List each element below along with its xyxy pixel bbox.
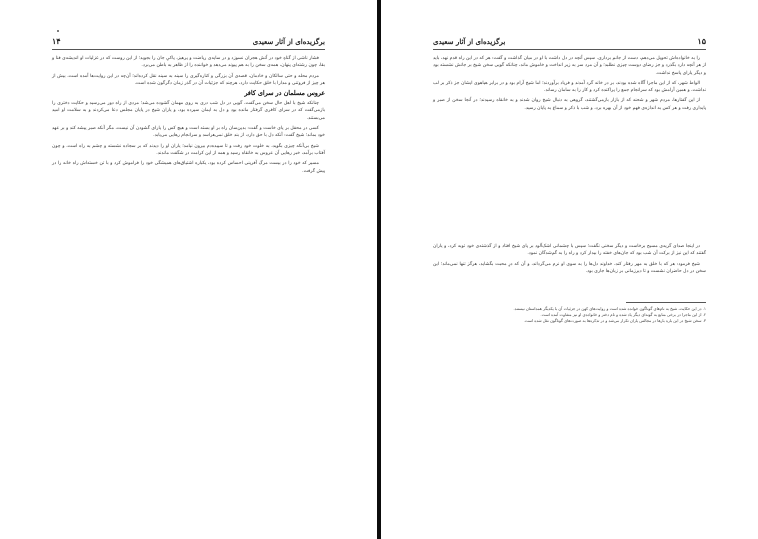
paragraph: الواط شهر، که از این ماجرا آگاه شده بودند، بر در خانه گرد آمدند و فریاد برآوردند؛ اما شیخ آرام بود و در برابر هیاهوی ایشان جز ذکر بر لب نداشت، و همین آرامش بود که سرانجام جمع را پراکنده کرد و کار را به سامان رساند. [433,80,706,94]
paragraph: چنانکه شیخ با اهل حال سخن می‌گفت، گویی در دل شب دری به روی مهمان گشوده می‌شد؛ مردی از راه دور می‌رسید و حکایت دختری را بازمی‌گفت که در سرای کافری گرفتار مانده بود و دل به ایمان سپرده بود، و یاران شیخ در پایان مجلس دعا می‌کردند و به سلامت او امید می‌بستند. [52,101,325,121]
footnotes [433,306,706,325]
footnote: ۲. از این ماجرا در برخی منابع به گونه‌ای دیگر یاد شده و نام دختر و خانواده‌ی او نیز متفاوت آمده است. [540,312,706,318]
paragraph: فشار ناشی از گناهِ خود در آتش هجران نسوزد و در سایه‌ی ریاضت و پرهیز، پاکیِ جان را بجوید؛ از این روست که در غزلیات او اندیشه‌ی فنا و بقا، چون رشته‌ای پنهان، همه‌ی سخن را به هم پیوند می‌دهد و خواننده را از ظاهر به باطن می‌برد. [52,56,325,69]
page-number: ۱۴ [52,36,61,46]
paragraph: مسیر که خود را در بیست مرگ آفرینی احساس کرده بود، یکباره اشتیاق‌های همیشگی خود را فراموش کرد و با تن خسته‌اش راه خانه را در پیش گرفت. [52,161,325,174]
footnote-separator [626,302,706,303]
footnote: ۱. در این حکایت، شیخ به نام‌های گوناگون خوانده شده است و روایت‌های کهن در جزئیات آن با یکدیگر همداستان نیستند. [513,306,706,311]
paragraph: را به خانواده‌اش تحویل می‌دهم، دست از جانم برداری. سپس آنچه در دل داشت با او در میان گذاشت و گفت: هر که در این راه قدم نهد، باید از هر آنچه دارد بگذرد و جز رضای دوست چیزی نطلبد؛ و آن مرد سر به زیر انداخت و خاموش ماند، چنانکه گویی سخن شیخ بر جانش نشسته بود و دیگر یارای پاسخ نداشت. [433,56,706,76]
paragraph: از این گفتارها، مردم شهر و شحنه که از بازار بازمی‌گشتند، گروهی به دنبال شیخ روان شدند و به خانقاه رسیدند؛ در آنجا سخن از صبر و پایداری رفت و هر کس به اندازه‌ی فهم خود از آن بهره برد، و شب با ذکر و سماع به پایان رسید. [433,98,706,111]
footnote: ۳. سخن شیخ در این باره بارها در مجالس یاران تکرار می‌شد و در تذکره‌ها به صورت‌های گوناگون نقل شده است. [523,318,706,324]
right-page-header [433,35,706,50]
section-heading: عروس مسلمان در سرای کافر [244,90,325,98]
page-number: ۱۵ [697,36,706,46]
left-body-text [52,55,325,355]
right-body-text-lower [433,243,706,293]
paragraph: در اینجا صدای گریه‌ی مسیح برخاست و دیگر سخنی نگفت؛ سپس با چشمانی اشک‌آلود بر پای شیخ افتاد و از گذشته‌ی خود توبه کرد، و یاران گفتند که این نیز از برکت آن شب بود که جان‌های خفته را بیدار کرد و راه را به گم‌شدگان نمود. [433,244,706,257]
right-body-text [433,55,706,235]
left-page [0,0,377,539]
running-title: برگزیده‌ای از آثار سعیدی [252,37,325,46]
running-title: برگزیده‌ای از آثار سعیدی [433,37,506,46]
paragraph: کسی در محفل بر پای خاست و گفت: بدین‌سان راه بر او بسته است و هیچ کس را یارای گشودن آن نیست، مگر آنکه صبر پیشه کند و بر عهد خود بماند؛ شیخ گفت: آنکه دل با حق دارد، از بند خلق نمی‌هراسد و سرانجام رهایی می‌یابد. [52,126,325,139]
right-page [381,0,758,539]
left-page-header [52,35,325,50]
page-mark [57,30,59,32]
paragraph: شیخ فرمود: هر که با خلق به مهر رفتار کند، خداوند دل‌ها را به سوی او نرم می‌گرداند، و آن که درِ محبت بگشاید، هرگز تنها نمی‌ماند؛ این سخن در دل حاضران نشست و تا دیرزمانی بر زبان‌ها جاری بود. [433,261,706,274]
paragraph: مردم محله و حتی سالکان و خادمان، قصه‌ی آن بزرگی و کناره‌گیری را سینه به سینه نقل کرده‌اند؛ آن‌چه در این روایت‌ها آمده است، بیش از هر چیز از فروتنی و مدارا با خلق حکایت دارد، هرچند که جزئیات آن در گذر زمان دگرگون شده است. [52,73,325,86]
paragraph: شیخ بی‌آنکه چیزی بگوید، به خلوت خود رفت و تا سپیده‌دم بیرون نیامد؛ یاران او را دیدند که بر سجاده نشسته و چشم به راه است، و چون آفتاب برآمد، خبر رهایی آن عروس به خانقاه رسید و همه از این کرامت در شگفت ماندند. [52,143,325,156]
